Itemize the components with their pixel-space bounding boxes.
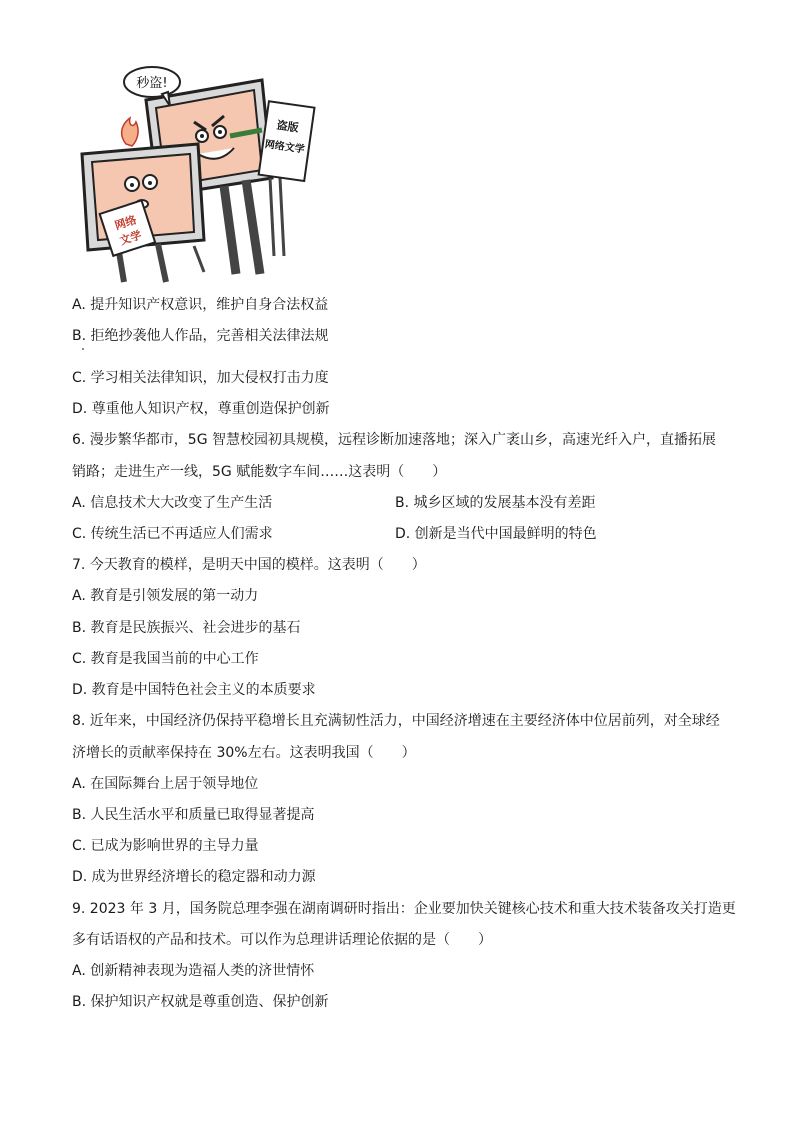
bubble-text: 秒盗! bbox=[136, 76, 168, 91]
q6-option-d: D. 创新是当代中国最鲜明的特色 bbox=[395, 526, 597, 542]
q8-stem-line1: 8. 近年来，中国经济仍保持平稳增长且充满韧性活力，中国经济增速在主要经济体中位居前列，对全球经 bbox=[72, 713, 720, 729]
q9-option-b: B. 保护知识产权就是尊重创造、保护创新 bbox=[72, 994, 329, 1010]
q7-option-d: D. 教育是中国特色社会主义的本质要求 bbox=[72, 682, 316, 698]
q6-stem-line2: 销路；走进生产一线，5G 赋能数字车间……这表明（ ） bbox=[72, 464, 447, 480]
q8-option-d: D. 成为世界经济增长的稳定器和动力源 bbox=[72, 869, 316, 885]
pirate-sign-line2: 网络文学 bbox=[264, 139, 306, 156]
q6-stem-line1: 6. 漫步繁华都市，5G 智慧校园初具规模，远程诊断加速落地；深入广袤山乡，高速光纤入户，直播拓展 bbox=[72, 432, 717, 448]
q6-option-a: A. 信息技术大大改变了生产生活 bbox=[72, 495, 273, 511]
q8-option-b: B. 人民生活水平和质量已取得显著提高 bbox=[72, 807, 315, 823]
original-sign-line2: 文学 bbox=[118, 228, 144, 248]
q6-option-c: C. 传统生活已不再适应人们需求 bbox=[72, 526, 273, 542]
q5-option-c: C. 学习相关法律知识，加大侵权打击力度 bbox=[72, 370, 329, 386]
flame-icon bbox=[122, 118, 138, 146]
stray-dot bbox=[82, 348, 84, 350]
piracy-cartoon-illustration bbox=[74, 60, 336, 286]
q9-stem-line1: 9. 2023 年 3 月，国务院总理李强在湖南调研时指出：企业要加快关键核心技术和重大技术装备攻关打造更 bbox=[72, 901, 736, 917]
original-sign-line1: 网络 bbox=[113, 213, 139, 233]
q7-option-c: C. 教育是我国当前的中心工作 bbox=[72, 651, 259, 667]
q5-option-a: A. 提升知识产权意识，维护自身合法权益 bbox=[72, 297, 329, 313]
q6-option-b: B. 城乡区域的发展基本没有差距 bbox=[395, 495, 596, 511]
q9-option-a: A. 创新精神表现为造福人类的济世情怀 bbox=[72, 963, 315, 979]
q8-stem-line2: 济增长的贡献率保持在 30%左右。这表明我国（ ） bbox=[72, 745, 416, 761]
q8-option-c: C. 已成为影响世界的主导力量 bbox=[72, 838, 259, 854]
q5-option-d: D. 尊重他人知识产权，尊重创造保护创新 bbox=[72, 401, 330, 417]
q9-stem-line2: 多有话语权的产品和技术。可以作为总理讲话理论依据的是（ ） bbox=[72, 932, 492, 948]
q5-option-b: B. 拒绝抄袭他人作品，完善相关法律法规 bbox=[72, 328, 329, 344]
q7-option-b: B. 教育是民族振兴、社会进步的基石 bbox=[72, 620, 301, 636]
q7-stem: 7. 今天教育的模样，是明天中国的模样。这表明（ ） bbox=[72, 557, 426, 573]
pirate-sign-line1: 盗版 bbox=[275, 118, 300, 135]
q8-option-a: A. 在国际舞台上居于领导地位 bbox=[72, 776, 259, 792]
q7-option-a: A. 教育是引领发展的第一动力 bbox=[72, 588, 259, 604]
